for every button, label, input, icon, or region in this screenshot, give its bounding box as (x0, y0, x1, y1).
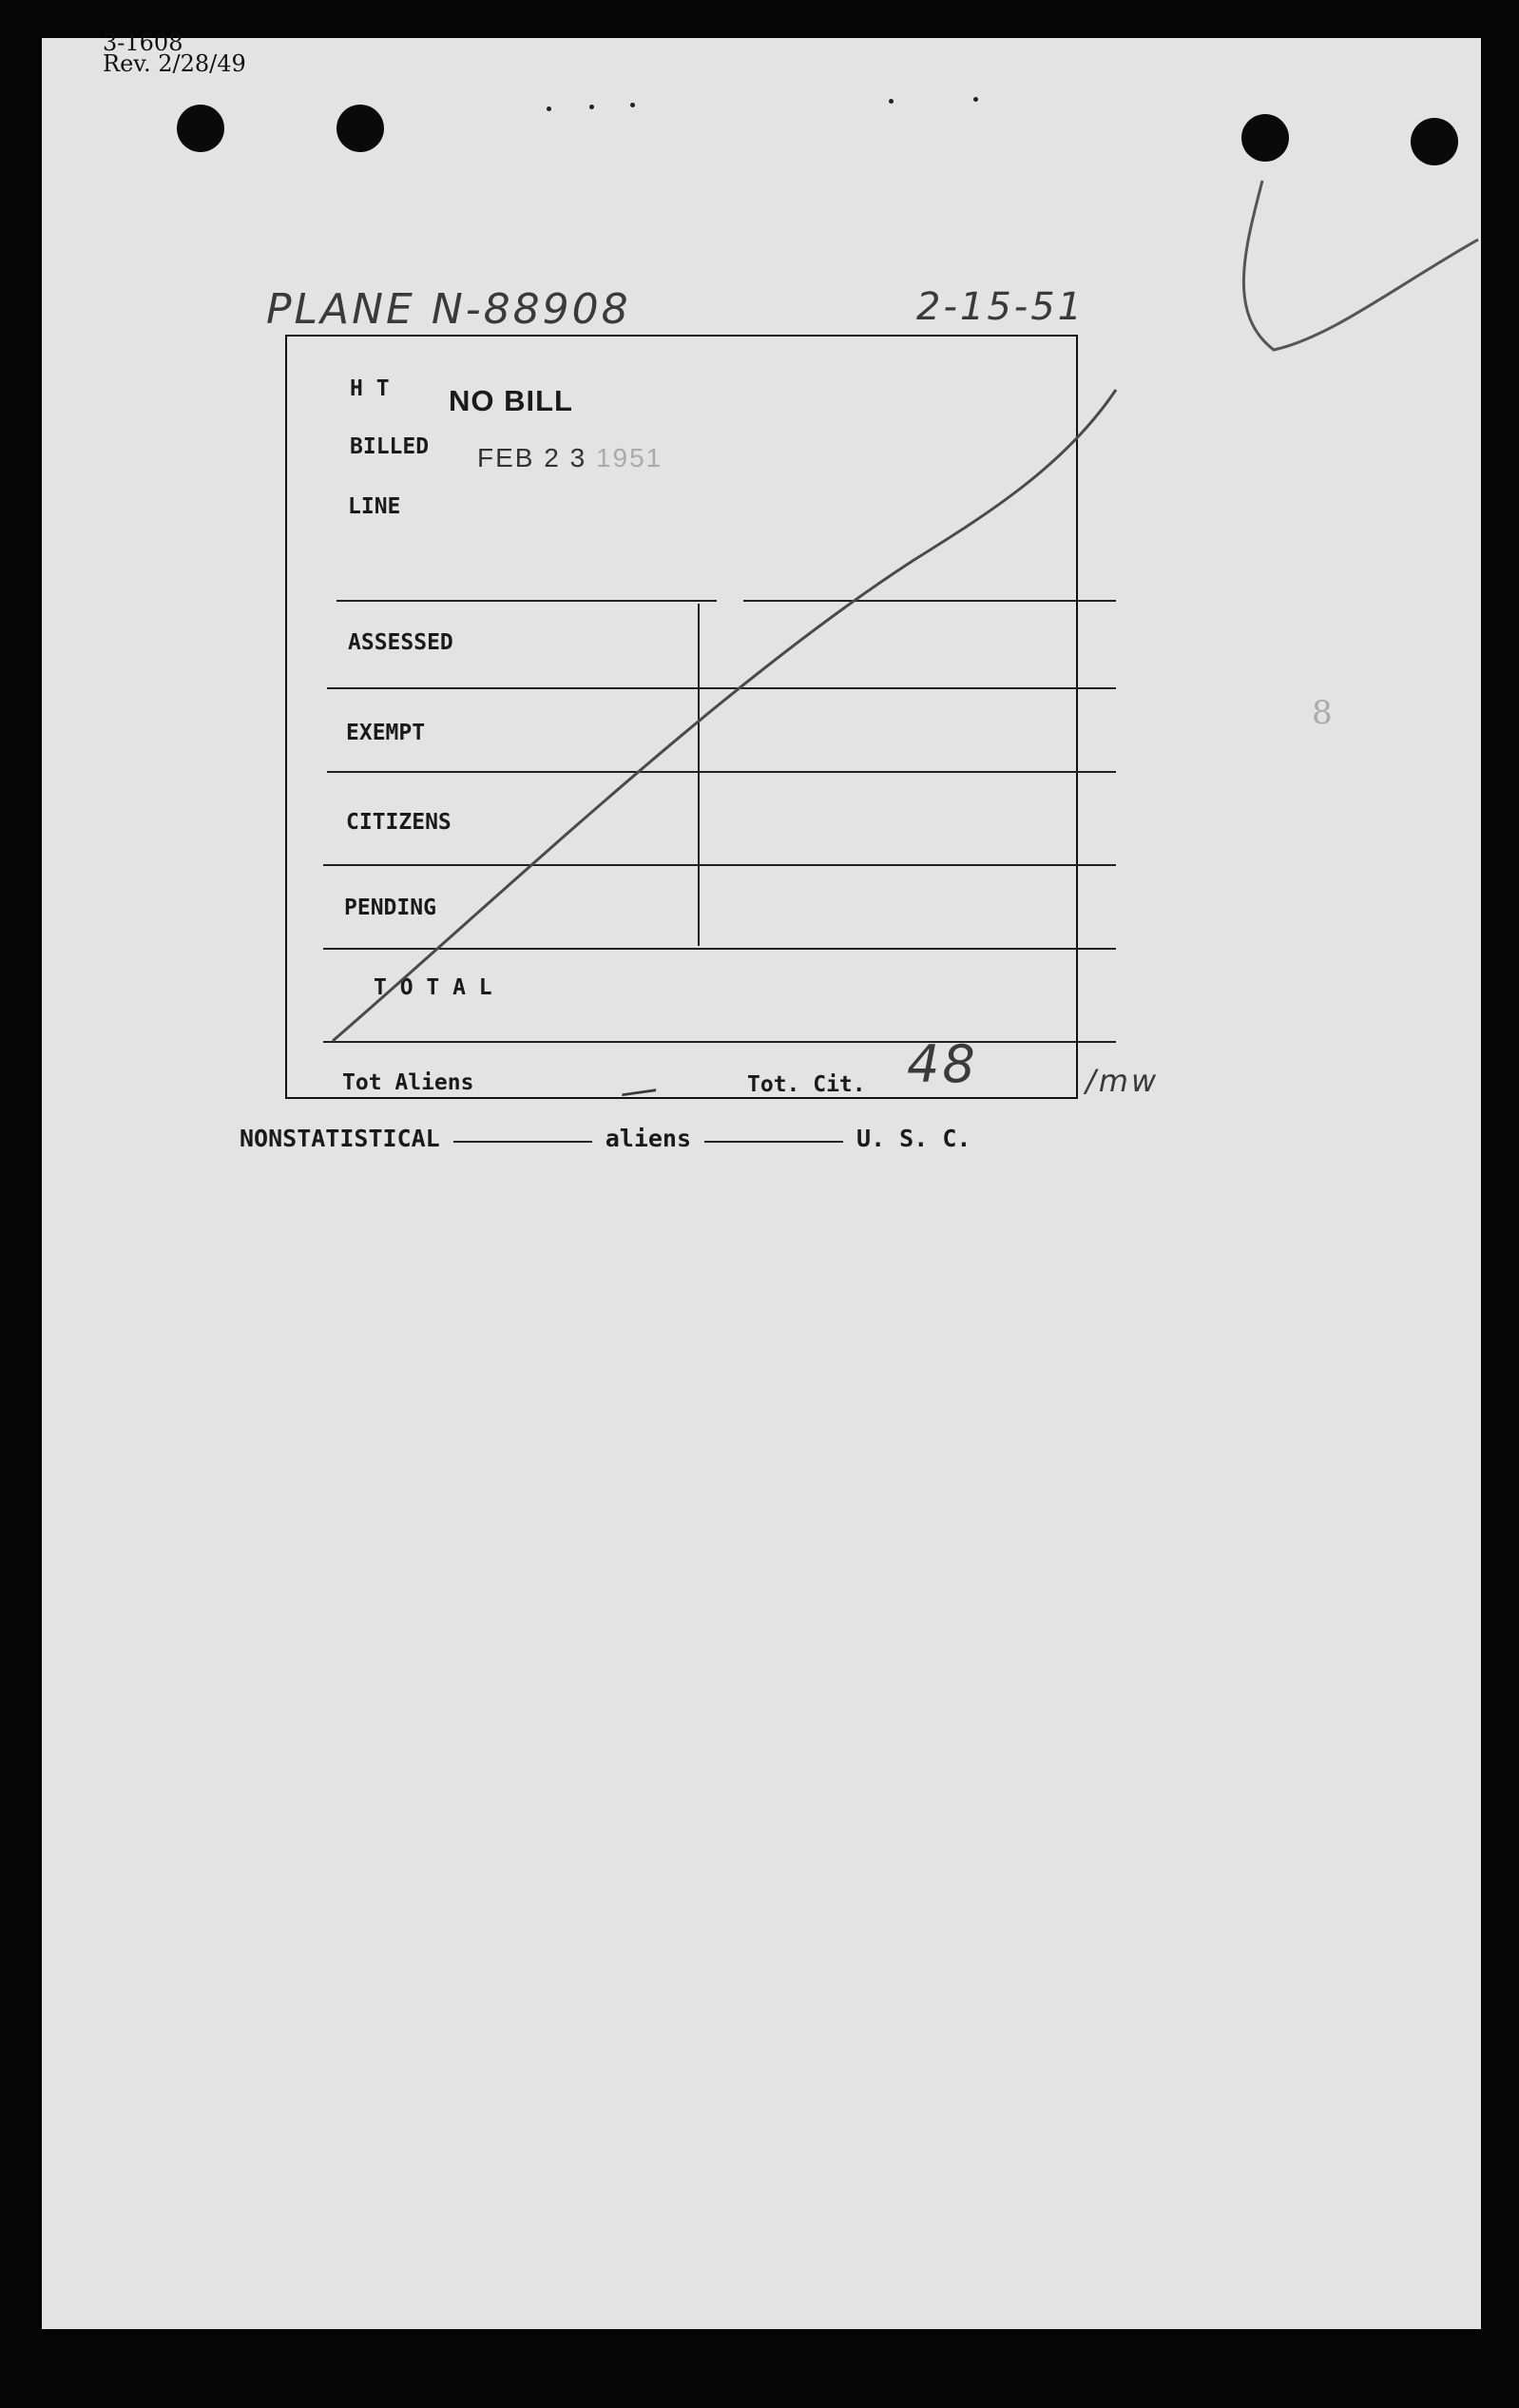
nonstatistical-line (240, 1125, 971, 1152)
date-stamp-day: FEB 2 3 (477, 443, 587, 472)
nonstatistical-label: NONSTATISTICAL (240, 1125, 440, 1152)
check-mark-icon (1226, 171, 1492, 361)
page-number: 8 (1312, 694, 1333, 732)
date-handwritten: 2-15-51 (916, 285, 1086, 329)
citizen-count-handwritten: 48 (907, 1034, 978, 1094)
assessed-label: ASSESSED (348, 630, 453, 655)
ht-label: H T (350, 376, 390, 401)
form-number-text: 3-1608 (103, 29, 183, 56)
exempt-label: EXEMPT (346, 721, 426, 745)
speck (889, 99, 894, 104)
nonstatistical-blank (453, 1141, 592, 1143)
billed-label: BILLED (350, 434, 430, 459)
revision-text: Rev. 2/28/49 (103, 50, 246, 77)
pending-label: PENDING (344, 896, 436, 920)
form-number (103, 29, 246, 77)
plane-number-handwritten: PLANE N-88908 (266, 285, 631, 334)
usc-label: U. S. C. (856, 1125, 971, 1152)
aliens-blank (704, 1141, 843, 1143)
punch-hole-2 (336, 105, 384, 152)
line-label: LINE (348, 494, 401, 519)
speck (973, 97, 978, 102)
speck (589, 105, 594, 109)
diagonal-strike-line (323, 371, 1131, 1055)
date-stamp-year: 1951 (595, 443, 663, 472)
punch-hole-1 (177, 105, 224, 152)
aliens-label: aliens (605, 1125, 692, 1152)
no-bill-stamp: NO BILL (449, 384, 573, 417)
tot-cit-label: Tot. Cit. (747, 1072, 866, 1097)
speck (630, 103, 635, 107)
citizens-label: CITIZENS (346, 810, 452, 835)
initials-handwritten: /mw (1086, 1063, 1160, 1099)
total-label: T O T A L (374, 975, 492, 1000)
aliens-dash-handwritten: — (617, 1066, 663, 1115)
punch-hole-3 (1241, 114, 1289, 162)
punch-hole-4 (1411, 118, 1458, 165)
tot-aliens-label: Tot Aliens (342, 1070, 474, 1095)
speck (547, 106, 551, 111)
